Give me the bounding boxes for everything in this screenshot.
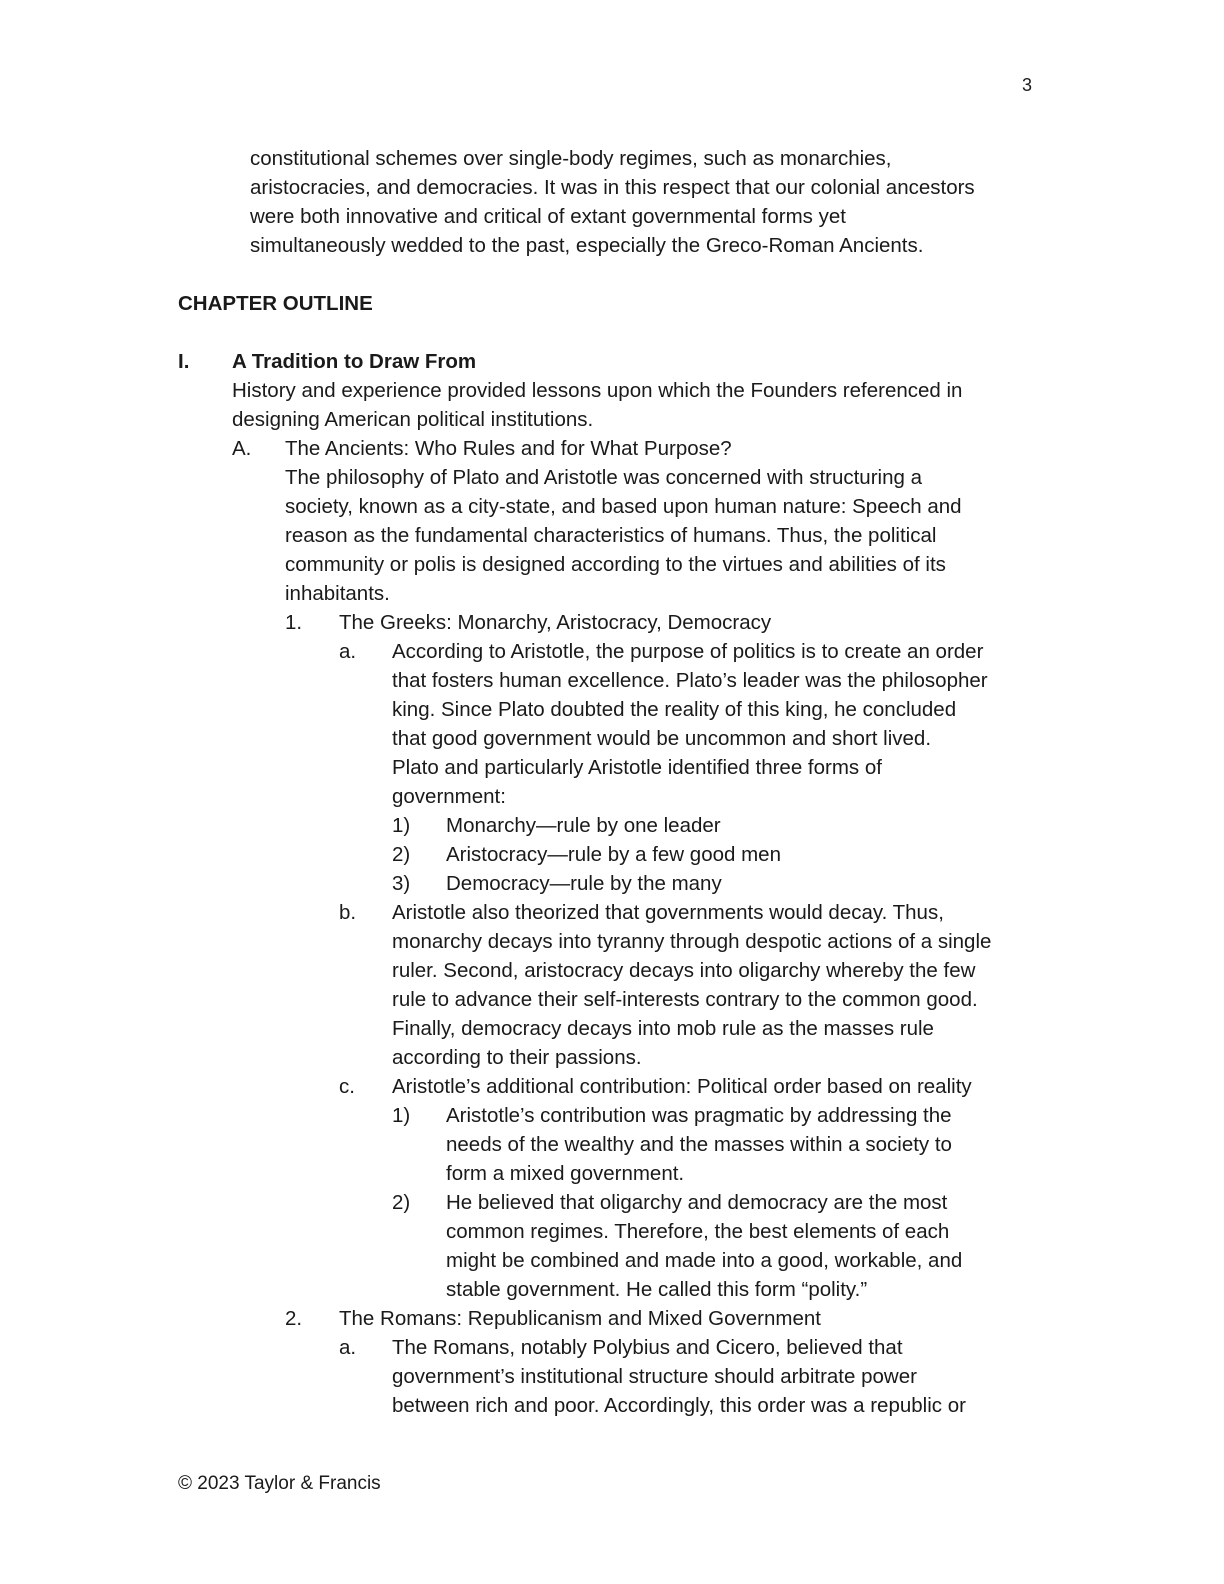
item-1c-marker: c. [339, 1075, 355, 1098]
item-2a-marker: a. [339, 1336, 357, 1359]
form-monarchy: Monarchy—rule by one leader [446, 814, 721, 837]
intro-line: were both innovative and critical of extant governmental forms yet [250, 205, 846, 228]
form-aristocracy: Aristocracy—rule by a few good men [446, 843, 781, 866]
item-1a-marker: a. [339, 640, 357, 663]
item-1b-marker: b. [339, 901, 357, 924]
section-A-body-line: reason as the fundamental characteristics of humans. Thus, the political [285, 524, 937, 547]
form-marker: 3) [392, 872, 411, 895]
item-2-marker: 2. [285, 1307, 303, 1330]
item-1c-sub2-line: common regimes. Therefore, the best elements of each [446, 1220, 950, 1243]
intro-line: aristocracies, and democracies. It was in this respect that our colonial ancestors [250, 176, 975, 199]
item-1b-line: Finally, democracy decays into mob rule as the masses rule [392, 1017, 934, 1040]
item-1b-line: according to their passions. [392, 1046, 642, 1069]
section-I-title: A Tradition to Draw From [232, 350, 477, 373]
item-2a-line: The Romans, notably Polybius and Cicero, believed that [392, 1336, 903, 1359]
form-marker: 2) [392, 843, 411, 866]
section-I-marker: I. [178, 350, 190, 373]
item-1b-line: monarchy decays into tyranny through despotic actions of a single [392, 930, 992, 953]
item-1c-sub2-line: He believed that oligarchy and democracy are the most [446, 1191, 948, 1214]
item-1c-sub2-marker: 2) [392, 1191, 411, 1214]
item-1a-line: that fosters human excellence. Plato’s leader was the philosopher [392, 669, 988, 692]
section-A-title: The Ancients: Who Rules and for What Purpose? [285, 437, 732, 460]
page-number: 3 [1022, 75, 1033, 95]
item-1a-line: that good government would be uncommon and short lived. [392, 727, 932, 750]
item-2-title: The Romans: Republicanism and Mixed Government [339, 1307, 821, 1330]
section-A-body-line: community or polis is designed according to the virtues and abilities of its [285, 553, 946, 576]
item-1b-line: ruler. Second, aristocracy decays into oligarchy whereby the few [392, 959, 976, 982]
item-1c-title: Aristotle’s additional contribution: Political order based on reality [392, 1075, 972, 1098]
chapter-outline-heading: CHAPTER OUTLINE [178, 292, 373, 315]
section-A-body-line: society, known as a city-state, and based upon human nature: Speech and [285, 495, 962, 518]
form-democracy: Democracy—rule by the many [446, 872, 722, 895]
item-1a-line: government: [392, 785, 506, 808]
item-2a-line: government’s institutional structure should arbitrate power [392, 1365, 917, 1388]
item-1c-sub1-line: form a mixed government. [446, 1162, 685, 1185]
item-1-title: The Greeks: Monarchy, Aristocracy, Democracy [339, 611, 772, 634]
item-1c-sub1-marker: 1) [392, 1104, 411, 1127]
item-1a-line: king. Since Plato doubted the reality of this king, he concluded [392, 698, 957, 721]
section-A-body-line: inhabitants. [285, 582, 390, 605]
item-1c-sub2-line: might be combined and made into a good, workable, and [446, 1249, 963, 1272]
item-1b-line: Aristotle also theorized that governments would decay. Thus, [392, 901, 944, 924]
intro-line: simultaneously wedded to the past, especially the Greco-Roman Ancients. [250, 234, 924, 257]
section-A-body-line: The philosophy of Plato and Aristotle was concerned with structuring a [285, 466, 922, 489]
item-1a-line: Plato and particularly Aristotle identified three forms of [392, 756, 882, 779]
item-2a-line: between rich and poor. Accordingly, this order was a republic or [392, 1394, 966, 1417]
item-1c-sub1-line: Aristotle’s contribution was pragmatic by addressing the [446, 1104, 952, 1127]
item-1a-line: According to Aristotle, the purpose of politics is to create an order [392, 640, 984, 663]
form-marker: 1) [392, 814, 411, 837]
copyright-footer: © 2023 Taylor & Francis [178, 1473, 381, 1494]
item-1b-line: rule to advance their self-interests contrary to the common good. [392, 988, 978, 1011]
item-1c-sub2-line: stable government. He called this form “polity.” [446, 1278, 868, 1301]
section-I-body-line: History and experience provided lessons upon which the Founders referenced in [232, 379, 963, 402]
item-1-marker: 1. [285, 611, 303, 634]
section-A-marker: A. [232, 437, 252, 460]
item-1c-sub1-line: needs of the wealthy and the masses within a society to [446, 1133, 952, 1156]
section-I-body-line: designing American political institutions. [232, 408, 594, 431]
intro-line: constitutional schemes over single-body regimes, such as monarchies, [250, 147, 892, 170]
